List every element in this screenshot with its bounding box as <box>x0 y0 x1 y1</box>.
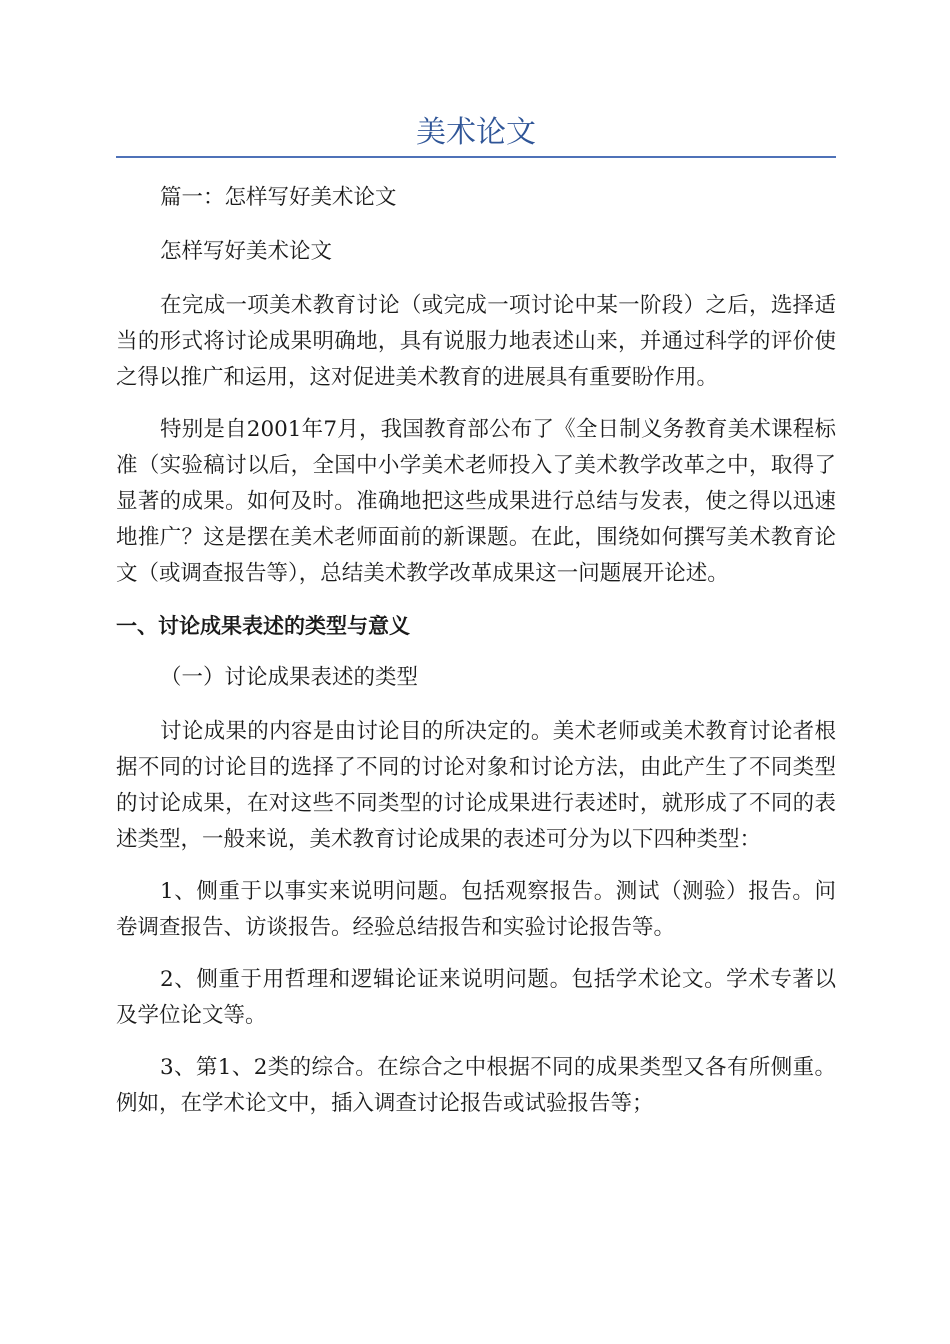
heading-section-1: 一、讨论成果表述的类型与意义 <box>116 614 410 638</box>
list-item-2: 2、侧重于用哲理和逻辑论证来说明问题。包括学术论文。学术专著以及学位论文等。 <box>116 967 836 1028</box>
title-underline <box>116 156 836 158</box>
document-page <box>116 112 836 1138</box>
document-title: 美术论文 <box>416 115 536 150</box>
article-title: 怎样写好美术论文 <box>160 239 333 264</box>
list-item-1: 1、侧重于以事实来说明问题。包括观察报告。测试（测验）报告。问卷调查报告、访谈报告。经验总结报告和实验讨论报告等。 <box>116 879 836 940</box>
paragraph-types: 讨论成果的内容是由讨论目的所决定的。美术老师或美术教育讨论者根据不同的讨论目的选择了不同的讨论对象和讨论方法，由此产生了不同类型的讨论成果，在对这些不同类型的讨论成果进行表述时，就形成了不同的表述类型，一般来说，美术教育讨论成果的表述可分为以下四种类型： <box>116 719 836 852</box>
paragraph-background: 特别是自2001年7月，我国教育部公布了《全日制义务教育美术课程标准（实验稿讨以后，全国中小学美术老师投入了美术教学改革之中，取得了显著的成果。如何及时。准确地把这些成果进行总结与发表，使之得以迅速地推广？这是摆在美术老师面前的新课题。在此，围绕如何撰写美术教育论文（或调查报告等），总结美术教学改革成果这一问题展开论述。 <box>116 417 836 586</box>
section-label: 篇一：怎样写好美术论文 <box>160 185 397 210</box>
paragraph-intro: 在完成一项美术教育讨论（或完成一项讨论中某一阶段）之后，选择适当的形式将讨论成果明确地，具有说服力地表述山来，并通过科学的评价使之得以推广和运用，这对促进美术教育的进展具有重要盼作用。 <box>116 293 836 390</box>
list-item-3: 3、第1、2类的综合。在综合之中根据不同的成果类型又各有所侧重。例如，在学术论文中，插入调查讨论报告或试验报告等； <box>116 1055 836 1116</box>
subheading-1: （一）讨论成果表述的类型 <box>160 665 419 690</box>
